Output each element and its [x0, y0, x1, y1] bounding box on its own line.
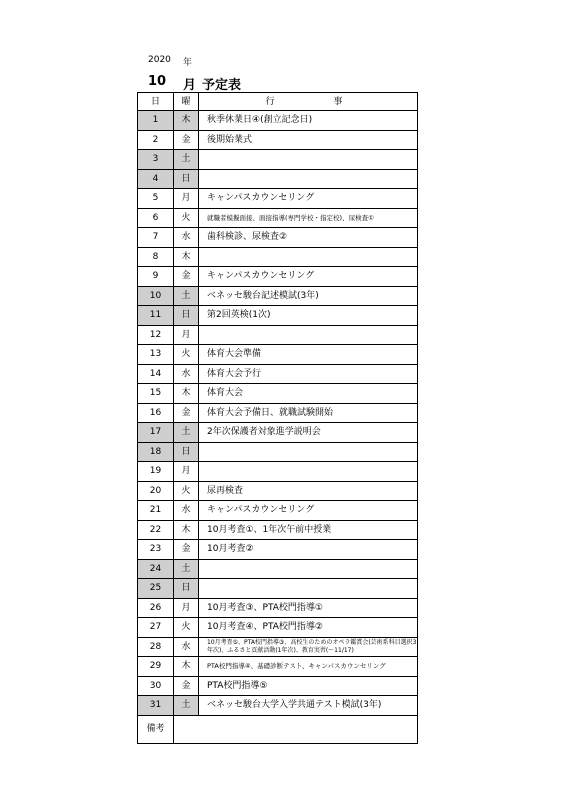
day-event-cell: 10月考査②: [199, 540, 418, 560]
day-event-cell: 2年次保護者対象進学説明会: [199, 423, 418, 443]
day-event-cell: 後期始業式: [199, 130, 418, 150]
day-date-cell: 21: [138, 501, 174, 521]
day-weekday-cell: 火: [174, 481, 199, 501]
column-header-weekday: 曜: [174, 93, 199, 111]
day-weekday-cell: 火: [174, 618, 199, 638]
day-weekday-cell: 日: [174, 579, 199, 599]
table-row: [138, 540, 418, 560]
day-event-cell: 10月考査③、PTA校門指導①: [199, 598, 418, 618]
table-row: [138, 325, 418, 345]
day-event-cell: [199, 325, 418, 345]
day-weekday-cell: 月: [174, 189, 199, 209]
day-weekday-cell: 土: [174, 559, 199, 579]
day-date-cell: 11: [138, 306, 174, 326]
table-row: [138, 520, 418, 540]
table-row: [138, 559, 418, 579]
column-header-date: 日: [138, 93, 174, 111]
day-date-cell: 17: [138, 423, 174, 443]
day-date-cell: 19: [138, 462, 174, 482]
table-row: [138, 696, 418, 716]
day-event-cell: PTA校門指導④、基礎診断テスト、キャンパスカウンセリング: [199, 657, 418, 677]
day-weekday-cell: 木: [174, 657, 199, 677]
day-event-cell: 10月考査⑤、PTA校門指導③、高校生のためのオペラ鑑賞会(芸術系科目選択3年次)、ふるさと貢献活動(1年次)、教育実習(～11/17): [199, 637, 418, 657]
day-date-cell: 10: [138, 286, 174, 306]
day-date-cell: 20: [138, 481, 174, 501]
day-event-cell: キャンパスカウンセリング: [199, 189, 418, 209]
table-row: [138, 481, 418, 501]
day-event-cell: PTA校門指導⑤: [199, 676, 418, 696]
day-date-cell: 24: [138, 559, 174, 579]
day-event-cell: [199, 462, 418, 482]
table-row: [138, 501, 418, 521]
day-date-cell: 4: [138, 169, 174, 189]
day-date-cell: 31: [138, 696, 174, 716]
day-date-cell: 9: [138, 267, 174, 287]
day-event-cell: 第2回英検(1次): [199, 306, 418, 326]
notes-label: 備考: [138, 715, 174, 743]
table-row: [138, 306, 418, 326]
header-year-label: 年: [183, 58, 193, 68]
day-date-cell: 12: [138, 325, 174, 345]
table-row: [138, 286, 418, 306]
day-date-cell: 2: [138, 130, 174, 150]
day-weekday-cell: 金: [174, 540, 199, 560]
day-event-cell: [199, 579, 418, 599]
day-weekday-cell: 火: [174, 345, 199, 365]
day-weekday-cell: 火: [174, 208, 199, 228]
table-row: [138, 364, 418, 384]
table-row: [138, 657, 418, 677]
day-weekday-cell: 土: [174, 423, 199, 443]
day-event-cell: キャンパスカウンセリング: [199, 501, 418, 521]
table-row: [138, 111, 418, 131]
day-weekday-cell: 金: [174, 267, 199, 287]
day-weekday-cell: 日: [174, 169, 199, 189]
table-row: [138, 637, 418, 657]
day-date-cell: 26: [138, 598, 174, 618]
day-event-cell: [199, 150, 418, 170]
day-weekday-cell: 金: [174, 676, 199, 696]
day-date-cell: 3: [138, 150, 174, 170]
day-event-cell: 就職者模擬面接、面接指導(専門学校・指定校)、尿検査①: [199, 208, 418, 228]
day-weekday-cell: 水: [174, 501, 199, 521]
column-header-event: 行 事: [199, 93, 418, 111]
day-date-cell: 16: [138, 403, 174, 423]
table-row: [138, 618, 418, 638]
table-row: [138, 189, 418, 209]
day-weekday-cell: 土: [174, 150, 199, 170]
day-weekday-cell: 月: [174, 598, 199, 618]
header-year: 2020: [148, 55, 171, 65]
day-weekday-cell: 土: [174, 696, 199, 716]
table-row: [138, 403, 418, 423]
page-title: 予定表: [202, 78, 242, 93]
day-event-cell: ベネッセ駿台大学入学共通テスト模試(3年): [199, 696, 418, 716]
day-weekday-cell: 日: [174, 442, 199, 462]
day-weekday-cell: 土: [174, 286, 199, 306]
day-weekday-cell: 月: [174, 462, 199, 482]
table-row: [138, 208, 418, 228]
day-weekday-cell: 水: [174, 637, 199, 657]
table-row: [138, 228, 418, 248]
day-date-cell: 22: [138, 520, 174, 540]
table-row: [138, 462, 418, 482]
table-row: [138, 247, 418, 267]
day-date-cell: 25: [138, 579, 174, 599]
day-date-cell: 6: [138, 208, 174, 228]
day-weekday-cell: 金: [174, 130, 199, 150]
day-date-cell: 5: [138, 189, 174, 209]
day-event-cell: 10月考査④、PTA校門指導②: [199, 618, 418, 638]
day-date-cell: 7: [138, 228, 174, 248]
day-event-cell: 秋季休業日④(創立記念日): [199, 111, 418, 131]
notes-row: [138, 715, 418, 743]
table-header-row: [138, 93, 418, 111]
day-weekday-cell: 水: [174, 364, 199, 384]
day-date-cell: 27: [138, 618, 174, 638]
day-event-cell: 体育大会: [199, 384, 418, 404]
day-event-cell: 歯科検診、尿検査②: [199, 228, 418, 248]
day-date-cell: 30: [138, 676, 174, 696]
day-event-cell: キャンパスカウンセリング: [199, 267, 418, 287]
day-weekday-cell: 木: [174, 520, 199, 540]
day-event-cell: 体育大会予備日、就職試験開始: [199, 403, 418, 423]
table-row: [138, 267, 418, 287]
day-weekday-cell: 木: [174, 247, 199, 267]
day-event-cell: [199, 169, 418, 189]
table-row: [138, 150, 418, 170]
header-month: 10: [148, 74, 167, 89]
table-row: [138, 169, 418, 189]
day-date-cell: 15: [138, 384, 174, 404]
day-event-cell: 体育大会準備: [199, 345, 418, 365]
table-row: [138, 130, 418, 150]
day-weekday-cell: 木: [174, 111, 199, 131]
header-month-label: 月: [183, 78, 197, 93]
day-date-cell: 18: [138, 442, 174, 462]
day-date-cell: 14: [138, 364, 174, 384]
table-row: [138, 676, 418, 696]
day-weekday-cell: 木: [174, 384, 199, 404]
day-event-cell: 10月考査①、1年次午前中授業: [199, 520, 418, 540]
table-row: [138, 423, 418, 443]
table-row: [138, 345, 418, 365]
day-weekday-cell: 金: [174, 403, 199, 423]
table-row: [138, 384, 418, 404]
day-event-cell: [199, 442, 418, 462]
day-event-cell: 体育大会予行: [199, 364, 418, 384]
schedule-table: [137, 92, 418, 744]
day-event-cell: [199, 247, 418, 267]
day-date-cell: 1: [138, 111, 174, 131]
table-row: [138, 598, 418, 618]
table-row: [138, 442, 418, 462]
day-event-cell: ベネッセ駿台記述模試(3年): [199, 286, 418, 306]
day-event-cell: 尿再検査: [199, 481, 418, 501]
day-date-cell: 29: [138, 657, 174, 677]
day-date-cell: 13: [138, 345, 174, 365]
day-weekday-cell: 水: [174, 228, 199, 248]
day-event-cell: [199, 559, 418, 579]
day-weekday-cell: 月: [174, 325, 199, 345]
day-weekday-cell: 日: [174, 306, 199, 326]
day-date-cell: 8: [138, 247, 174, 267]
table-row: [138, 579, 418, 599]
day-date-cell: 23: [138, 540, 174, 560]
day-date-cell: 28: [138, 637, 174, 657]
notes-value: [174, 715, 418, 743]
